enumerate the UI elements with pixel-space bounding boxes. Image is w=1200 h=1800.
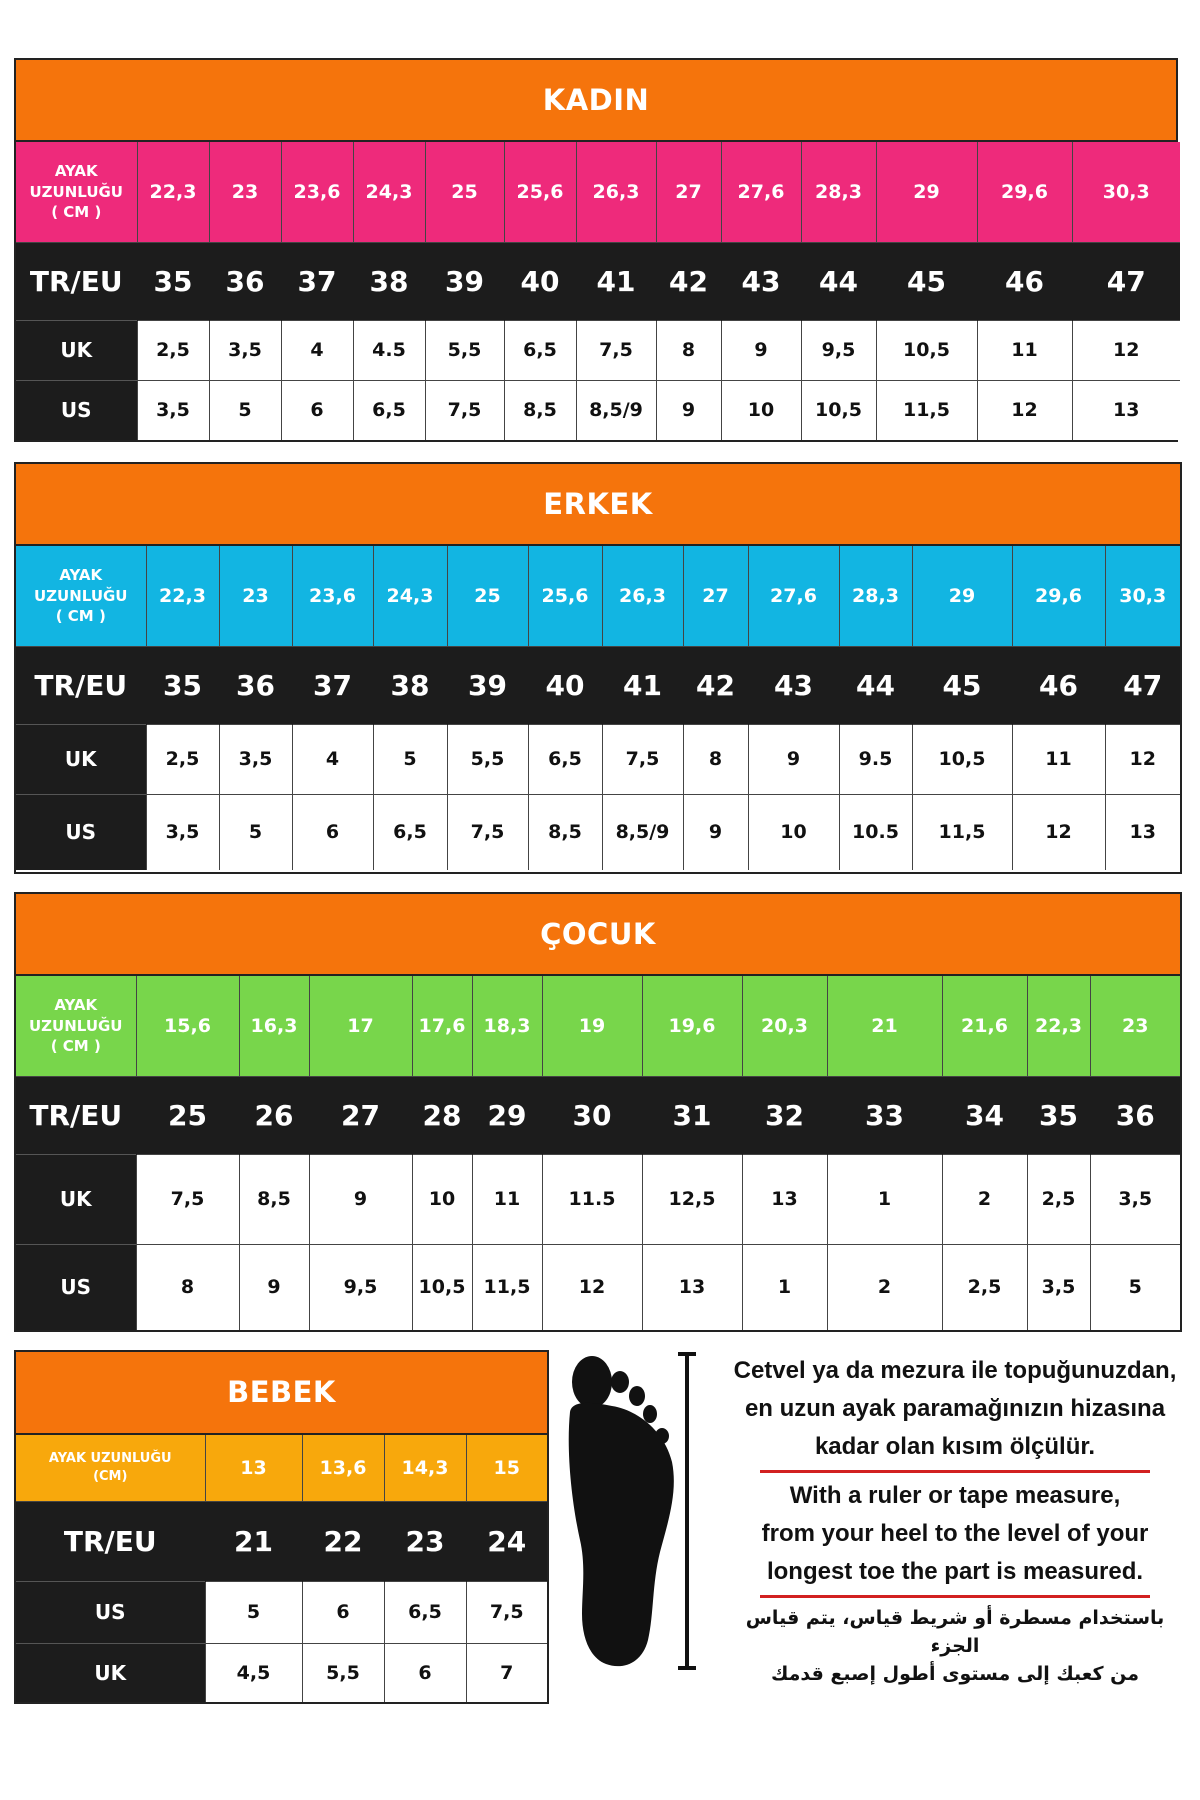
- length-label: [16, 976, 136, 1076]
- length-cell: 25: [447, 546, 528, 646]
- us-cell: 6,5: [353, 380, 425, 440]
- treu-cell: 41: [576, 242, 656, 320]
- erkek-title: ERKEK: [16, 464, 1180, 546]
- treu-cell: 40: [504, 242, 576, 320]
- treu-cell: 38: [353, 242, 425, 320]
- us-cell: 8,5/9: [576, 380, 656, 440]
- kadin-treu-row: [16, 242, 1180, 320]
- cocuk-us-row: [16, 1244, 1180, 1330]
- treu-cell: 47: [1105, 646, 1180, 724]
- length-cell: 30,3: [1105, 546, 1180, 646]
- length-cell: 17: [309, 976, 412, 1076]
- us-cell: 13: [1105, 794, 1180, 870]
- uk-cell: 2: [942, 1154, 1027, 1244]
- us-cell: 5: [1090, 1244, 1180, 1330]
- length-cell: 25: [425, 142, 504, 242]
- us-cell: 13: [642, 1244, 742, 1330]
- uk-cell: 11: [1012, 724, 1105, 794]
- uk-cell: 4: [292, 724, 373, 794]
- length-cell: 13: [205, 1435, 302, 1501]
- us-cell: 10,5: [412, 1244, 472, 1330]
- us-cell: 5: [205, 1581, 302, 1643]
- instruction-tr-line: en uzun ayak paramağınızın hizasına: [744, 1395, 1166, 1422]
- length-cell: 23: [1090, 976, 1180, 1076]
- us-cell: 12: [1012, 794, 1105, 870]
- treu-cell: 45: [912, 646, 1012, 724]
- us-cell: 10,5: [801, 380, 876, 440]
- us-cell: 6: [302, 1581, 384, 1643]
- us-cell: 9: [239, 1244, 309, 1330]
- uk-label: UK: [16, 320, 137, 380]
- length-cell: 25,6: [504, 142, 576, 242]
- instruction-en-line: from your heel to the level of your: [761, 1520, 1149, 1547]
- length-cell: 27,6: [721, 142, 801, 242]
- bebek-uk-row: [16, 1643, 547, 1702]
- uk-cell: 5,5: [302, 1643, 384, 1702]
- treu-cell: 22: [302, 1501, 384, 1581]
- uk-cell: 6: [384, 1643, 466, 1702]
- length-cell: 28,3: [839, 546, 912, 646]
- us-cell: 9,5: [309, 1244, 412, 1330]
- uk-cell: 9,5: [801, 320, 876, 380]
- length-cell: 26,3: [602, 546, 683, 646]
- uk-cell: 6,5: [528, 724, 602, 794]
- us-cell: 9: [683, 794, 748, 870]
- us-cell: 6: [281, 380, 353, 440]
- length-cell: 28,3: [801, 142, 876, 242]
- uk-cell: 4,5: [205, 1643, 302, 1702]
- uk-cell: 9: [721, 320, 801, 380]
- length-label: [16, 142, 137, 242]
- treu-cell: 40: [528, 646, 602, 724]
- uk-cell: 2,5: [137, 320, 209, 380]
- us-cell: 13: [1072, 380, 1180, 440]
- kadin-uk-row: [16, 320, 1180, 380]
- instruction-ar-line: باستخدام مسطرة أو شريط قياس، يتم قياس الجزء: [745, 1607, 1165, 1657]
- us-cell: 5: [219, 794, 292, 870]
- treu-cell: 43: [721, 242, 801, 320]
- length-cell: 27: [683, 546, 748, 646]
- instruction-tr-line: Cetvel ya da mezura ile topuğunuzdan,: [733, 1357, 1177, 1384]
- uk-cell: 3,5: [209, 320, 281, 380]
- kadin-us-row: [16, 380, 1180, 440]
- kadin-section: [14, 58, 1178, 442]
- treu-cell: 35: [1027, 1076, 1090, 1154]
- uk-cell: 7,5: [576, 320, 656, 380]
- uk-cell: 8: [656, 320, 721, 380]
- length-label-line: UZUNLUĞU: [29, 182, 123, 201]
- treu-cell: 23: [384, 1501, 466, 1581]
- length-label-line: ( CM ): [50, 1036, 101, 1055]
- length-cell: 21,6: [942, 976, 1027, 1076]
- length-label-line: ( CM ): [55, 606, 106, 625]
- treu-cell: 34: [942, 1076, 1027, 1154]
- treu-cell: 42: [683, 646, 748, 724]
- treu-cell: 38: [373, 646, 447, 724]
- erkek-section: [14, 462, 1182, 874]
- us-cell: 6,5: [373, 794, 447, 870]
- length-cell: 15,6: [136, 976, 239, 1076]
- kadin-title: KADIN: [16, 60, 1176, 142]
- treu-label: TR/EU: [16, 1501, 205, 1581]
- cocuk-section: [14, 892, 1182, 1332]
- treu-cell: 30: [542, 1076, 642, 1154]
- uk-cell: 4: [281, 320, 353, 380]
- treu-cell: 41: [602, 646, 683, 724]
- us-cell: 10.5: [839, 794, 912, 870]
- length-cell: 23,6: [281, 142, 353, 242]
- treu-label: TR/EU: [16, 1076, 136, 1154]
- us-cell: 7,5: [425, 380, 504, 440]
- us-cell: 8,5: [528, 794, 602, 870]
- treu-cell: 44: [839, 646, 912, 724]
- instruction-en-line: With a ruler or tape measure,: [789, 1482, 1121, 1509]
- erkek-length-row: [16, 546, 1180, 646]
- length-label: [16, 1435, 205, 1501]
- length-cell: 22,3: [146, 546, 219, 646]
- instruction-tr-line: kadar olan kısım ölçülür.: [814, 1433, 1096, 1460]
- uk-cell: 7: [466, 1643, 547, 1702]
- uk-label: UK: [16, 1643, 205, 1702]
- instruction-en-line: longest toe the part is measured.: [766, 1558, 1144, 1585]
- length-cell: 23,6: [292, 546, 373, 646]
- bebek-length-row: [16, 1435, 547, 1501]
- erkek-uk-row: [16, 724, 1180, 794]
- cocuk-table: [16, 976, 1180, 1330]
- length-cell: 23: [219, 546, 292, 646]
- uk-cell: 1: [827, 1154, 942, 1244]
- treu-cell: 32: [742, 1076, 827, 1154]
- length-cell: 13,6: [302, 1435, 384, 1501]
- treu-cell: 37: [292, 646, 373, 724]
- length-cell: 24,3: [373, 546, 447, 646]
- treu-cell: 21: [205, 1501, 302, 1581]
- treu-cell: 29: [472, 1076, 542, 1154]
- length-label: [16, 546, 146, 646]
- length-cell: 26,3: [576, 142, 656, 242]
- us-label: US: [16, 794, 146, 870]
- us-cell: 8,5/9: [602, 794, 683, 870]
- treu-cell: 47: [1072, 242, 1180, 320]
- uk-cell: 11: [977, 320, 1072, 380]
- treu-cell: 33: [827, 1076, 942, 1154]
- uk-cell: 10: [412, 1154, 472, 1244]
- uk-cell: 9: [748, 724, 839, 794]
- uk-cell: 3,5: [1090, 1154, 1180, 1244]
- divider-line: [760, 1470, 1150, 1473]
- length-cell: 18,3: [472, 976, 542, 1076]
- length-cell: 20,3: [742, 976, 827, 1076]
- bebek-section: [14, 1350, 549, 1704]
- uk-cell: 8: [683, 724, 748, 794]
- treu-cell: 36: [1090, 1076, 1180, 1154]
- treu-cell: 39: [425, 242, 504, 320]
- bebek-title: BEBEK: [16, 1352, 547, 1435]
- length-label-line: AYAK: [54, 996, 98, 1015]
- length-cell: 22,3: [1027, 976, 1090, 1076]
- treu-cell: 24: [466, 1501, 547, 1581]
- uk-cell: 6,5: [504, 320, 576, 380]
- treu-cell: 36: [209, 242, 281, 320]
- erkek-treu-row: [16, 646, 1180, 724]
- length-cell: 17,6: [412, 976, 472, 1076]
- us-cell: 7,5: [466, 1581, 547, 1643]
- uk-cell: 9: [309, 1154, 412, 1244]
- uk-cell: 7,5: [136, 1154, 239, 1244]
- length-cell: 27: [656, 142, 721, 242]
- kadin-length-row: [16, 142, 1180, 242]
- treu-cell: 46: [977, 242, 1072, 320]
- uk-cell: 8,5: [239, 1154, 309, 1244]
- length-cell: 25,6: [528, 546, 602, 646]
- treu-label: TR/EU: [16, 646, 146, 724]
- length-label-line: AYAK UZUNLUĞU: [48, 1451, 172, 1467]
- erkek-table: [16, 546, 1180, 870]
- uk-cell: 2,5: [146, 724, 219, 794]
- length-cell: 30,3: [1072, 142, 1180, 242]
- us-cell: 2,5: [942, 1244, 1027, 1330]
- measurement-bracket-icon: [672, 1350, 702, 1672]
- us-cell: 2: [827, 1244, 942, 1330]
- treu-cell: 25: [136, 1076, 239, 1154]
- length-cell: 15: [466, 1435, 547, 1501]
- uk-cell: 2,5: [1027, 1154, 1090, 1244]
- uk-label: UK: [16, 1154, 136, 1244]
- length-cell: 16,3: [239, 976, 309, 1076]
- length-cell: 29,6: [977, 142, 1072, 242]
- measure-instructions: [720, 1352, 1190, 1688]
- length-cell: 19,6: [642, 976, 742, 1076]
- us-cell: 8: [136, 1244, 239, 1330]
- uk-cell: 12: [1072, 320, 1180, 380]
- uk-cell: 5: [373, 724, 447, 794]
- treu-cell: 26: [239, 1076, 309, 1154]
- uk-cell: 10,5: [912, 724, 1012, 794]
- length-cell: 29: [876, 142, 977, 242]
- uk-cell: 10,5: [876, 320, 977, 380]
- treu-cell: 35: [146, 646, 219, 724]
- length-cell: 19: [542, 976, 642, 1076]
- bebek-table: [16, 1435, 547, 1702]
- uk-cell: 3,5: [219, 724, 292, 794]
- treu-cell: 44: [801, 242, 876, 320]
- instruction-ar-line: من كعبك إلى مستوى أطول إصبع قدمك: [770, 1663, 1140, 1685]
- divider-line: [760, 1595, 1150, 1598]
- length-label-line: UZUNLUĞU: [29, 1016, 123, 1035]
- us-cell: 10: [721, 380, 801, 440]
- treu-cell: 35: [137, 242, 209, 320]
- uk-cell: 13: [742, 1154, 827, 1244]
- treu-cell: 43: [748, 646, 839, 724]
- uk-cell: 7,5: [602, 724, 683, 794]
- us-cell: 3,5: [137, 380, 209, 440]
- us-cell: 11,5: [912, 794, 1012, 870]
- us-cell: 7,5: [447, 794, 528, 870]
- us-cell: 5: [209, 380, 281, 440]
- length-cell: 14,3: [384, 1435, 466, 1501]
- us-cell: 1: [742, 1244, 827, 1330]
- length-cell: 29,6: [1012, 546, 1105, 646]
- uk-cell: 5,5: [447, 724, 528, 794]
- length-cell: 24,3: [353, 142, 425, 242]
- foot-silhouette-icon: [552, 1352, 682, 1672]
- us-label: US: [16, 380, 137, 440]
- length-label-line: AYAK: [54, 162, 98, 181]
- uk-cell: 9.5: [839, 724, 912, 794]
- length-label-line: UZUNLUĞU: [34, 586, 128, 605]
- uk-cell: 11.5: [542, 1154, 642, 1244]
- treu-cell: 36: [219, 646, 292, 724]
- length-label-line: AYAK: [59, 566, 103, 585]
- uk-cell: 4.5: [353, 320, 425, 380]
- treu-cell: 27: [309, 1076, 412, 1154]
- us-cell: 11,5: [472, 1244, 542, 1330]
- us-cell: 10: [748, 794, 839, 870]
- us-cell: 6,5: [384, 1581, 466, 1643]
- treu-cell: 31: [642, 1076, 742, 1154]
- treu-cell: 42: [656, 242, 721, 320]
- treu-label: TR/EU: [16, 242, 137, 320]
- cocuk-treu-row: [16, 1076, 1180, 1154]
- us-cell: 12: [977, 380, 1072, 440]
- uk-cell: 12,5: [642, 1154, 742, 1244]
- treu-cell: 39: [447, 646, 528, 724]
- treu-cell: 46: [1012, 646, 1105, 724]
- cocuk-uk-row: [16, 1154, 1180, 1244]
- length-label-line: (CM): [93, 1468, 128, 1484]
- us-cell: 12: [542, 1244, 642, 1330]
- cocuk-title: ÇOCUK: [16, 894, 1180, 976]
- length-cell: 22,3: [137, 142, 209, 242]
- uk-cell: 5,5: [425, 320, 504, 380]
- length-cell: 23: [209, 142, 281, 242]
- length-cell: 27,6: [748, 546, 839, 646]
- length-cell: 21: [827, 976, 942, 1076]
- us-cell: 8,5: [504, 380, 576, 440]
- us-cell: 11,5: [876, 380, 977, 440]
- bebek-treu-row: [16, 1501, 547, 1581]
- us-label: US: [16, 1581, 205, 1643]
- us-cell: 6: [292, 794, 373, 870]
- uk-cell: 12: [1105, 724, 1180, 794]
- treu-cell: 28: [412, 1076, 472, 1154]
- kadin-table: [16, 142, 1180, 440]
- us-label: US: [16, 1244, 136, 1330]
- us-cell: 3,5: [1027, 1244, 1090, 1330]
- us-cell: 9: [656, 380, 721, 440]
- erkek-us-row: [16, 794, 1180, 870]
- bebek-us-row: [16, 1581, 547, 1643]
- cocuk-length-row: [16, 976, 1180, 1076]
- us-cell: 3,5: [146, 794, 219, 870]
- uk-cell: 11: [472, 1154, 542, 1244]
- treu-cell: 37: [281, 242, 353, 320]
- uk-label: UK: [16, 724, 146, 794]
- length-label-line: ( CM ): [51, 202, 102, 221]
- treu-cell: 45: [876, 242, 977, 320]
- length-cell: 29: [912, 546, 1012, 646]
